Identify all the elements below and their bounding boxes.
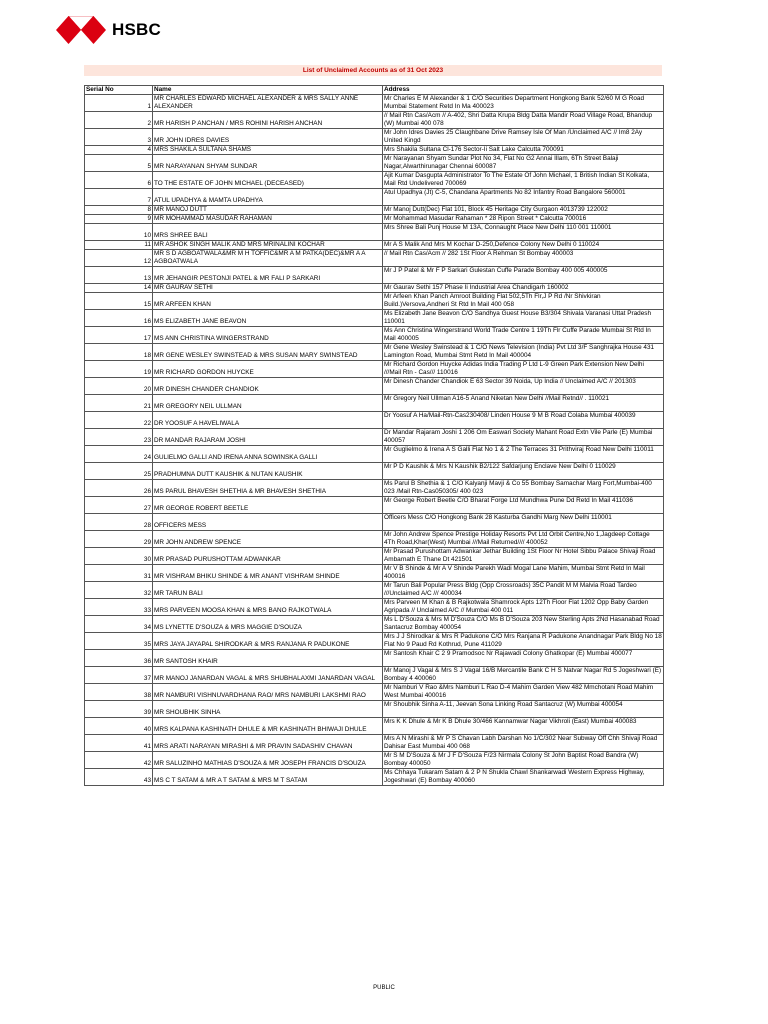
address-cell: Mrs Shakila Sultana Cl-176 Sector-Ii Salt Lake Calcutta 700091: [383, 146, 664, 155]
address-cell: Mr Gaurav Sethi 157 Phase Ii Industrial Area Chandigarh 160002: [383, 284, 664, 293]
table-row: [85, 463, 664, 480]
name-cell: MR NARAYANAN SHYAM SUNDAR: [153, 155, 383, 172]
name-cell: MR GAURAV SETHI: [153, 284, 383, 293]
address-cell: Mr Shoubhik Sinha A-11, Jeevan Sona Linking Road Santacruz (W) Mumbai 400054: [383, 701, 664, 718]
address-cell: Dr Mandar Rajaram Joshi 1 206 Om Easwari Society Mahant Road Extn Vile Parle (E) Mumbai 400057: [383, 429, 664, 446]
table-row: [85, 582, 664, 599]
table-row: [85, 480, 664, 497]
address-cell: Officers Mess C/O Hongkong Bank 28 Kasturba Gandhi Marg New Delhi 110001: [383, 514, 664, 531]
serial-cell: 35: [85, 633, 153, 650]
serial-cell: 17: [85, 327, 153, 344]
address-cell: Mr Arfeen Khan Panch Amroot Building Flat 502,5Th Flr,J P Rd /Nr Shivkiran Build.)Versova,Andheri St Rtd In Mail 400 058: [383, 293, 664, 310]
serial-cell: 9: [85, 215, 153, 224]
hsbc-logo: [56, 16, 161, 44]
serial-cell: 19: [85, 361, 153, 378]
address-cell: Mr Dinesh Chander Chandiok E 63 Sector 39 Noida, Up India // Unclaimed A/C // 201303: [383, 378, 664, 395]
table-row: [85, 172, 664, 189]
serial-cell: 34: [85, 616, 153, 633]
name-cell: MR SALUZINHO MATHIAS D'SOUZA & MR JOSEPH FRANCIS D'SOUZA: [153, 752, 383, 769]
table-row: [85, 684, 664, 701]
table-row: [85, 633, 664, 650]
address-cell: Mr Gene Wesley Swinstead & 1 C/O News Television (India) Pvt Ltd 3/F Sanghrajka House 431 Lamington Road, Mumbai Stmt Retd In Mail 400004: [383, 344, 664, 361]
table-row: [85, 616, 664, 633]
serial-cell: 1: [85, 95, 153, 112]
address-cell: Mr P D Kaushik & Mrs N Kaushik B2/122 Safdarjung Enclave New Delhi 0 110029: [383, 463, 664, 480]
table-row: [85, 361, 664, 378]
name-cell: MR SHOUBHIK SINHA: [153, 701, 383, 718]
table-row: [85, 250, 664, 267]
serial-cell: 4: [85, 146, 153, 155]
address-cell: Ajit Kumar Dasgupta Administrator To The Estate Of John Michael, 1 British Indian St Kolkata, Mail Rtd Undelivered 700069: [383, 172, 664, 189]
name-cell: MRS SHAKILA SULTANA SHAMS: [153, 146, 383, 155]
table-row: [85, 735, 664, 752]
column-header-name: Name: [153, 86, 383, 95]
name-cell: MRS KALPANA KASHINATH DHULE & MR KASHINATH BHIWAJI DHULE: [153, 718, 383, 735]
table-row: [85, 429, 664, 446]
table-row: [85, 565, 664, 582]
name-cell: ATUL UPADHYA & MAMTA UPADHYA: [153, 189, 383, 206]
address-cell: Mr Narayanan Shyam Sundar Plot No 34, Flat No G2 Annai Illam, 6Th Street Balaji Nagar,Alwarthirunagar Chennai 600087: [383, 155, 664, 172]
brand-name: HSBC: [112, 20, 161, 39]
address-cell: Mr J P Patel & Mr F P Sarkari Gulestan Cuffe Parade Bombay 400 005 400005: [383, 267, 664, 284]
table-row: [85, 327, 664, 344]
serial-cell: 16: [85, 310, 153, 327]
name-cell: MS ELIZABETH JANE BEAVON: [153, 310, 383, 327]
name-cell: MRS SHREE BALI: [153, 224, 383, 241]
name-cell: MR ASHOK SINGH MALIK AND MRS MRINALINI KOCHAR: [153, 241, 383, 250]
name-cell: MS LYNETTE D'SOUZA & MRS MAGGIE D'SOUZA: [153, 616, 383, 633]
serial-cell: 6: [85, 172, 153, 189]
serial-cell: 27: [85, 497, 153, 514]
serial-cell: 33: [85, 599, 153, 616]
name-cell: TO THE ESTATE OF JOHN MICHAEL (DECEASED): [153, 172, 383, 189]
name-cell: MRS PARVEEN MOOSA KHAN & MRS BANO RAJKOTWALA: [153, 599, 383, 616]
name-cell: MR VISHRAM BHIKU SHINDE & MR ANANT VISHRAM SHINDE: [153, 565, 383, 582]
document-title: List of Unclaimed Accounts as of 31 Oct 2023: [84, 65, 662, 76]
name-cell: MR SANTOSH KHAIR: [153, 650, 383, 667]
table-row: [85, 514, 664, 531]
name-cell: DR YOOSUF A HAVELIWALA: [153, 412, 383, 429]
name-cell: MR GEORGE ROBERT BEETLE: [153, 497, 383, 514]
address-cell: Mr Namburi V Rao &Mrs Namburi L Rao D-4 Mahim Garden View 482 Mmchotani Road Mahim West Mumbai 400016: [383, 684, 664, 701]
name-cell: MR MANOJ JANARDAN VAGAL & MRS SHUBHALAXMI JANARDAN VAGAL: [153, 667, 383, 684]
name-cell: MR TARUN BALI: [153, 582, 383, 599]
serial-cell: 28: [85, 514, 153, 531]
table-row: [85, 284, 664, 293]
table-row: [85, 667, 664, 684]
table-row: [85, 189, 664, 206]
name-cell: MRS JAYA JAYAPAL SHIRODKAR & MRS RANJANA R PADUKONE: [153, 633, 383, 650]
address-cell: Mr A S Malik And Mrs M Kochar D-250,Defence Colony New Delhi 0 110024: [383, 241, 664, 250]
name-cell: MR JEHANGIR PESTONJI PATEL & MR FALI P SARKARI: [153, 267, 383, 284]
address-cell: Mrs A N Mirashi & Mr P S Chavan Labh Darshan No 1/C/302 Near Subway Off Chh Shivaji Road Dahisar East Mumbai 400 068: [383, 735, 664, 752]
name-cell: MR CHARLES EDWARD MICHAEL ALEXANDER & MRS SALLY ANNE ALEXANDER: [153, 95, 383, 112]
address-cell: Atul Upadhya (Jt) C-5, Chandana Apartments No 82 Infantry Road Bangalore 560001: [383, 189, 664, 206]
table-row: [85, 129, 664, 146]
name-cell: MS ANN CHRISTINA WINGERSTRAND: [153, 327, 383, 344]
address-cell: Mr Gregory Neil Ullman A16-5 Anand Niketan New Delhi //Mail Retnd// . 110021: [383, 395, 664, 412]
serial-cell: 20: [85, 378, 153, 395]
address-cell: Mr John Andrew Spence Prestige Holiday Resorts Pvt Ltd Orbit Centre,No 1,Jagdeep Cottage 4Th Road,Khar(West) Mumbai ///Mail Returned//// 400052: [383, 531, 664, 548]
address-cell: Ms L D'Souza & Mrs M D'Souza C/O Ms B D'Souza 203 New Sterling Apts 2Nd Hasanabad Road Santacruz Bombay 400054: [383, 616, 664, 633]
serial-cell: 37: [85, 667, 153, 684]
serial-cell: 23: [85, 429, 153, 446]
serial-cell: 18: [85, 344, 153, 361]
name-cell: MRS ARATI NARAYAN MIRASHI & MR PRAVIN SADASHIV CHAVAN: [153, 735, 383, 752]
address-cell: Mr Manoj J Vagal & Mrs S J Vagal 16/B Mercantile Bank C H S Natvar Nagar Rd 5 Jogeshwari (E) Bombay 4 400060: [383, 667, 664, 684]
serial-cell: 7: [85, 189, 153, 206]
serial-cell: 43: [85, 769, 153, 786]
serial-cell: 30: [85, 548, 153, 565]
unclaimed-accounts-table: [84, 85, 664, 786]
address-cell: Mr John Idres Davies 25 Claughbane Drive Ramsey Isle Of Man /Unclaimed A/C // Im8 2Ay United Kingd: [383, 129, 664, 146]
table-row: [85, 310, 664, 327]
hsbc-hexagon-icon: [56, 16, 106, 44]
table-row: [85, 267, 664, 284]
table-row: [85, 718, 664, 735]
address-cell: Mrs K K Dhule & Mr K B Dhule 30/466 Kannamwar Nagar Vikhroli (East) Mumbai 400083: [383, 718, 664, 735]
table-header-row: [85, 86, 664, 95]
table-row: [85, 548, 664, 565]
serial-cell: 8: [85, 206, 153, 215]
serial-cell: 38: [85, 684, 153, 701]
table-row: [85, 412, 664, 429]
table-row: [85, 241, 664, 250]
table-row: [85, 155, 664, 172]
table-row: [85, 215, 664, 224]
table-row: [85, 378, 664, 395]
address-cell: Mr Mohammad Masudar Rahaman * 28 Ripon Street * Calcutta 700016: [383, 215, 664, 224]
serial-cell: 14: [85, 284, 153, 293]
name-cell: MR MOHAMMAD MASUDAR RAHAMAN: [153, 215, 383, 224]
name-cell: OFFICERS MESS: [153, 514, 383, 531]
classification-footer: PUBLIC: [373, 985, 395, 991]
table-row: [85, 599, 664, 616]
name-cell: MR PRASAD PURUSHOTTAM ADWANKAR: [153, 548, 383, 565]
serial-cell: 29: [85, 531, 153, 548]
address-cell: Mr Tarun Bali Popular Press Bldg (Opp Crossroads) 35C Pandit M M Malvia Road Tardeo ///Unclaimed A/C /// 400034: [383, 582, 664, 599]
name-cell: MR GENE WESLEY SWINSTEAD & MRS SUSAN MARY SWINSTEAD: [153, 344, 383, 361]
name-cell: MR NAMBURI VISHNUVARDHANA RAO/ MRS NAMBURI LAKSHMI RAO: [153, 684, 383, 701]
table-row: [85, 497, 664, 514]
name-cell: GULIELMO GALLI AND IRENA ANNA SOWINSKA GALLI: [153, 446, 383, 463]
table-row: [85, 95, 664, 112]
table-row: [85, 206, 664, 215]
serial-cell: 12: [85, 250, 153, 267]
address-cell: Mrs Shree Bali Punj House M 13A, Connaught Place New Delhi 110 001 110001: [383, 224, 664, 241]
serial-cell: 42: [85, 752, 153, 769]
address-cell: Mr Manoj Dutt(Dec) Flat 101, Block 45 Heritage City Gurgaon 4013739 122002: [383, 206, 664, 215]
serial-cell: 3: [85, 129, 153, 146]
table-row: [85, 650, 664, 667]
address-cell: // Mail Rtn Cas/Acm // 282 1St Floor A Rehman St Bombay 400003: [383, 250, 664, 267]
table-row: [85, 112, 664, 129]
column-header-serial: Serial No: [85, 86, 153, 95]
name-cell: MR HARISH P ANCHAN / MRS ROHINI HARISH ANCHAN: [153, 112, 383, 129]
serial-cell: 13: [85, 267, 153, 284]
serial-cell: 41: [85, 735, 153, 752]
table-row: [85, 752, 664, 769]
name-cell: MR S D AGBOATWALA&MR M H TOFFIC&MR A M PATKA(DEC)&MR A A AGBOATWALA: [153, 250, 383, 267]
name-cell: MS C T SATAM & MR A T SATAM & MRS M T SATAM: [153, 769, 383, 786]
serial-cell: 15: [85, 293, 153, 310]
serial-cell: 24: [85, 446, 153, 463]
serial-cell: 21: [85, 395, 153, 412]
serial-cell: 26: [85, 480, 153, 497]
serial-cell: 32: [85, 582, 153, 599]
name-cell: PRADHUMNA DUTT KAUSHIK & NUTAN KAUSHIK: [153, 463, 383, 480]
serial-cell: 11: [85, 241, 153, 250]
table-row: [85, 293, 664, 310]
name-cell: MS PARUL BHAVESH SHETHIA & MR BHAVESH SHETHIA: [153, 480, 383, 497]
column-header-address: Address: [383, 86, 664, 95]
address-cell: Mr Charles E M Alexander & 1 C/O Securities Department Hongkong Bank 52/60 M G Road Mumbai Statement Retd In Ma 400023: [383, 95, 664, 112]
serial-cell: 40: [85, 718, 153, 735]
table-row: [85, 146, 664, 155]
name-cell: MR GREGORY NEIL ULLMAN: [153, 395, 383, 412]
table-row: [85, 446, 664, 463]
address-cell: Ms Elizabeth Jane Beavon C/O Sandhya Guest House B3/304 Shivala Varanasi Uttat Pradesh 110001: [383, 310, 664, 327]
name-cell: MR MANOJ DUTT: [153, 206, 383, 215]
address-cell: // Mail Rtn Cas/Acm // A-402, Shri Datta Krupa Bldg Datta Mandir Road Village Road, Bhandup (W) Mumbai 400 078: [383, 112, 664, 129]
serial-cell: 36: [85, 650, 153, 667]
table-row: [85, 395, 664, 412]
name-cell: DR MANDAR RAJARAM JOSHI: [153, 429, 383, 446]
name-cell: MR JOHN IDRES DAVIES: [153, 129, 383, 146]
serial-cell: 22: [85, 412, 153, 429]
address-cell: Mrs Parveen M Khan & B Rajkotwala Shamrock Apts 12Th Floor Flat 1202 Opp Baby Garden Agripada // Unclaimed A/C // Mumbai 400 011: [383, 599, 664, 616]
name-cell: MR ARFEEN KHAN: [153, 293, 383, 310]
address-cell: Mrs J J Shirodkar & Mrs R Padukone C/O Mrs Ranjana R Padukone Anandnagar Park Bldg No 18 Flat No 9 Paud Rd Kothrud, Pune 411029: [384, 633, 662, 648]
serial-cell: 25: [85, 463, 153, 480]
table-row: [85, 701, 664, 718]
address-cell: Mr Santosh Khair C 2 9 Pramodsoc Nr Rajawadi Colony Ghatkopar (E) Mumbai 400077: [383, 650, 664, 667]
table-row: [85, 224, 664, 241]
table-row: [85, 769, 664, 786]
address-cell: Mr S M D'Souza & Mr J F D'Souza F/23 Nirmala Colony St John Baptist Road Bandra (W) Bombay 400050: [383, 752, 664, 769]
address-cell: Ms Parul B Shethia & 1 C/O Kalyanji Mavji & Co 55 Bombay Samachar Marg Fort,Mumbai-400 023 /Mail Rtn-Cas050305/ 400 023: [383, 480, 664, 497]
address-cell: Mr Guglielmo & Irena A S Galli Flat No 1 & 2 The Terraces 31 Prithviraj Road New Delhi 110011: [383, 446, 664, 463]
serial-cell: 5: [85, 155, 153, 172]
table-row: [85, 531, 664, 548]
name-cell: MR JOHN ANDREW SPENCE: [153, 531, 383, 548]
name-cell: MR RICHARD GORDON HUYCKE: [153, 361, 383, 378]
address-cell: Mr V B Shinde & Mr A V Shinde Parekh Wadi Mogal Lane Mahim, Mumbai Stmt Retd In Mail 400016: [383, 565, 664, 582]
address-cell: Mr Prasad Purushottam Adwankar Jethar Building 1St Floor Nr Hotel Sibbu Palace Shivaji Road Ambarnath E Thane Dt 421501: [383, 548, 664, 565]
name-cell: MR DINESH CHANDER CHANDIOK: [153, 378, 383, 395]
address-cell: Mr George Robert Beetle C/O Bharat Forge Ltd Mundhwa Pune Dd Retd In Mail 411036: [383, 497, 664, 514]
address-cell: Mr Richard Gordon Huycke Adidas India Trading P Ltd L-9 Green Park Extension New Delhi ///Mail Rtn - Cas/// 110016: [383, 361, 664, 378]
address-cell: Ms Ann Christina Wingerstrand World Trade Centre 1 19Th Flr Cuffe Parade Mumbai St Rtd In Mail 400005: [383, 327, 664, 344]
serial-cell: 39: [85, 701, 153, 718]
address-cell: Dr Yoosuf A Ha/Mail-Rtn-Cas230408/ Linden House 9 M B Road Colaba Mumbai 400039: [383, 412, 664, 429]
address-cell: Ms Chhaya Tukaram Satam & 2 P N Shukla Chawl Shankarwadi Western Express Highway, Jogeshwari (E) Bombay 400060: [383, 769, 664, 786]
table-row: [85, 344, 664, 361]
serial-cell: 31: [85, 565, 153, 582]
serial-cell: 2: [85, 112, 153, 129]
serial-cell: 10: [85, 224, 153, 241]
